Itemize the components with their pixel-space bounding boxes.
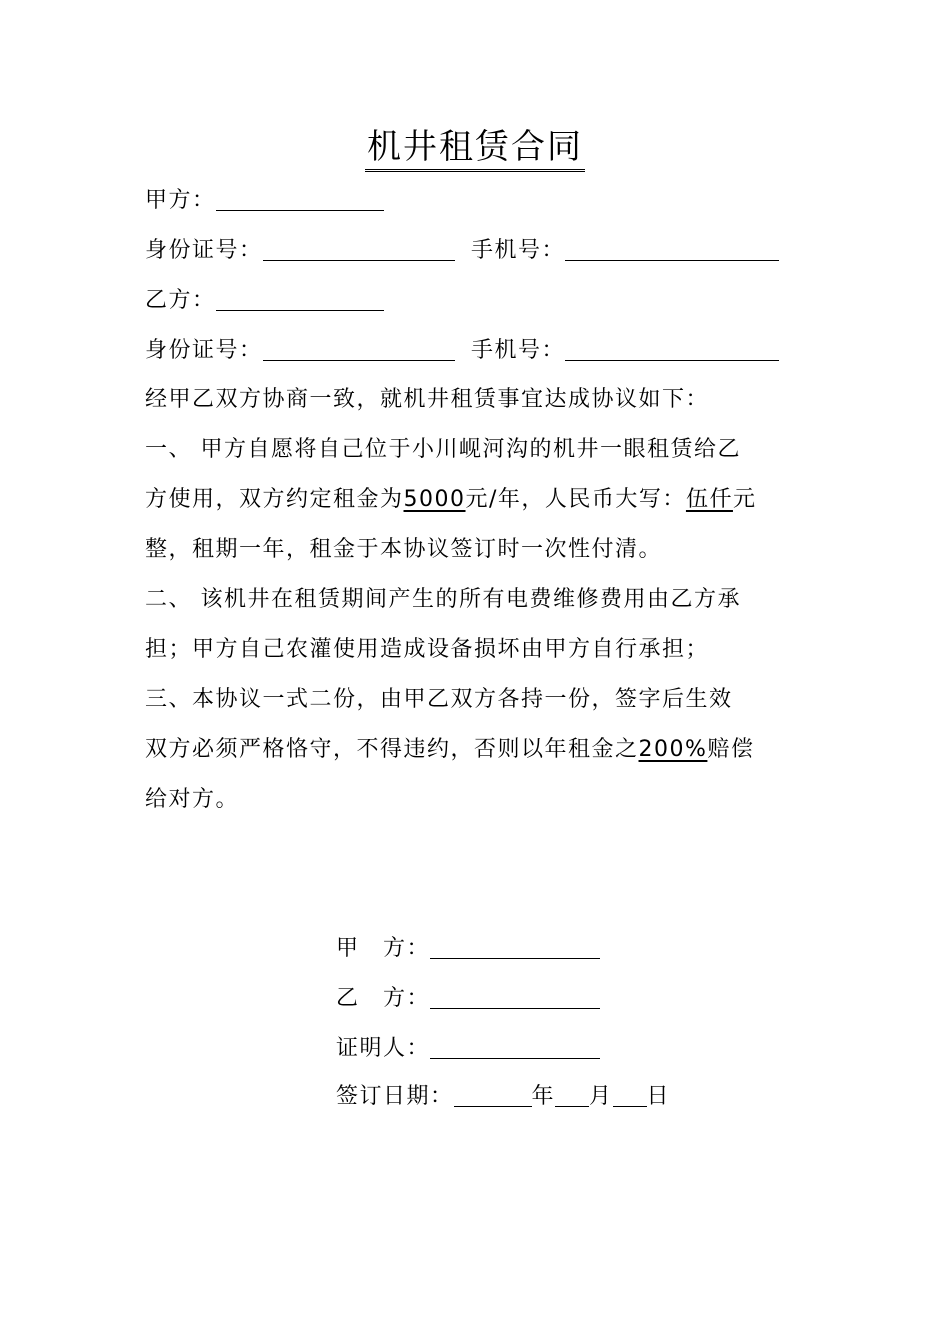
- sign-party-a-label: 甲 方：: [336, 936, 431, 961]
- sign-date-line: [336, 1080, 670, 1113]
- intro-text: 经甲乙双方协商一致，就机井租赁事宜达成协议如下：: [145, 387, 710, 412]
- party-b-phone-label: 手机号：: [471, 338, 566, 363]
- clause1-line3: 整，租期一年，租金于本协议签订时一次性付清。: [145, 537, 663, 562]
- sign-date-label: 签订日期：: [336, 1084, 454, 1109]
- party-b-line: [145, 284, 384, 317]
- party-b-id-label: 身份证号：: [145, 338, 263, 363]
- date-day-blank[interactable]: [613, 1080, 647, 1107]
- title-text: 机井租赁合同: [365, 125, 585, 172]
- date-day-label: 日: [646, 1084, 671, 1109]
- clause1-line2-c: 元: [732, 487, 757, 512]
- party-a-id-blank[interactable]: [263, 234, 455, 261]
- clause2-line1: 二、 该机井在租赁期间产生的所有电费维修费用由乙方承: [145, 587, 741, 612]
- party-b-label: 乙方：: [145, 288, 216, 313]
- party-b-id-line: [145, 334, 779, 367]
- rent-amount: 5000: [403, 487, 466, 512]
- date-month-blank[interactable]: [555, 1080, 589, 1107]
- party-a-line: [145, 184, 384, 217]
- sign-witness-line: [336, 1032, 600, 1065]
- clause3-line2: [145, 734, 754, 766]
- sign-witness-blank[interactable]: [430, 1032, 600, 1059]
- sign-party-b-label: 乙 方：: [336, 986, 431, 1011]
- sign-party-a-blank[interactable]: [430, 932, 600, 959]
- rent-words: 伍仟: [685, 487, 733, 512]
- clause3-line2-a: 双方必须严格恪守，不得违约，否则以年租金之: [145, 737, 639, 762]
- clause1-line2-a: 方使用，双方约定租金为: [145, 487, 404, 512]
- clause3-line2-b: 赔偿: [707, 737, 755, 762]
- party-a-phone-label: 手机号：: [471, 238, 566, 263]
- clause2-line2: 担；甲方自己农灌使用造成设备损坏由甲方自行承担；: [145, 637, 710, 662]
- date-month-label: 月: [589, 1084, 613, 1109]
- date-year-label: 年: [531, 1084, 556, 1109]
- clause1-line1: 一、 甲方自愿将自己位于小川岘河沟的机井一眼租赁给乙: [145, 437, 741, 462]
- party-b-phone-blank[interactable]: [565, 334, 779, 361]
- sign-party-b-blank[interactable]: [430, 982, 600, 1009]
- sign-party-a-line: [336, 932, 600, 965]
- party-b-id-blank[interactable]: [263, 334, 455, 361]
- party-a-label: 甲方：: [145, 188, 216, 213]
- clause3-line1: 三、本协议一式二份，由甲乙双方各持一份，签字后生效: [145, 687, 733, 712]
- clause3-line3: 给对方。: [145, 787, 240, 812]
- date-year-blank[interactable]: [454, 1080, 532, 1107]
- document-title: [0, 122, 950, 172]
- party-a-phone-blank[interactable]: [565, 234, 779, 261]
- party-a-id-label: 身份证号：: [145, 238, 263, 263]
- sign-witness-label: 证明人：: [336, 1036, 431, 1061]
- party-a-blank[interactable]: [216, 184, 384, 211]
- clause1-line2-b: 元/年，人民币大写：: [465, 487, 686, 512]
- party-a-id-line: [145, 234, 779, 267]
- clause1-line2: [145, 484, 756, 516]
- sign-party-b-line: [336, 982, 600, 1015]
- penalty-percent: 200%: [638, 737, 708, 762]
- party-b-blank[interactable]: [216, 284, 384, 311]
